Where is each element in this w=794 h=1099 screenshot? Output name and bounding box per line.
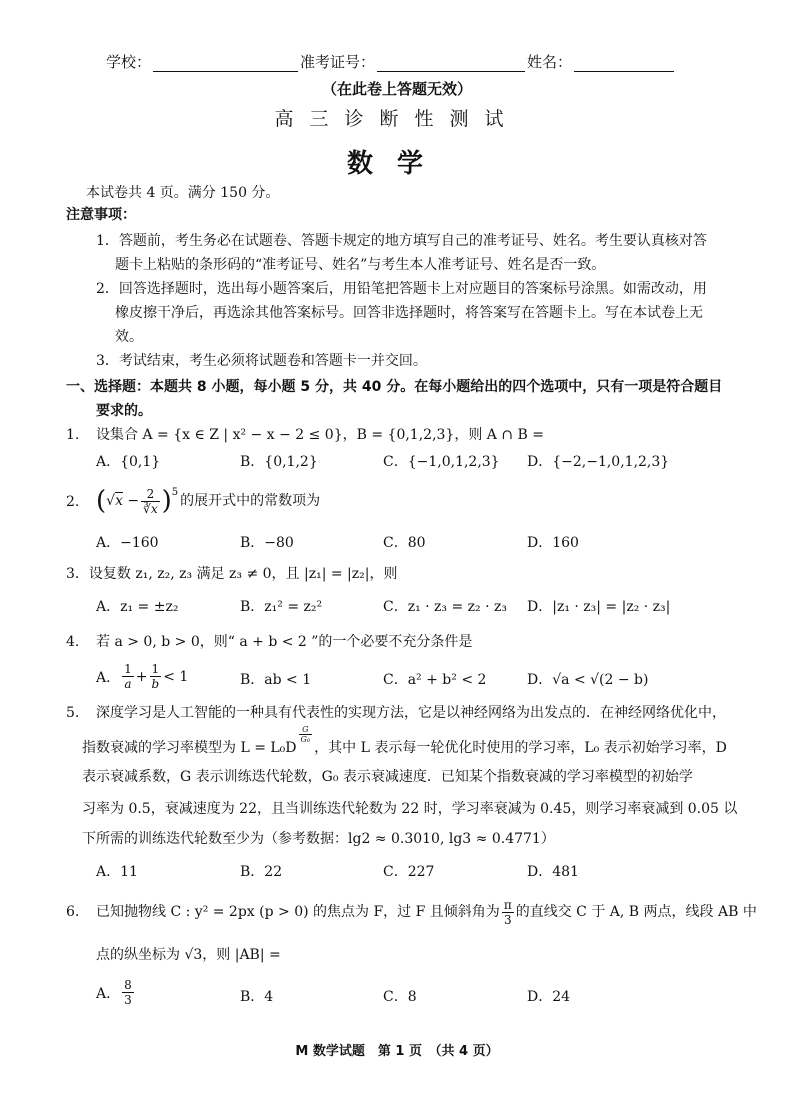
q4-option-b[interactable]: B．ab < 1	[240, 672, 312, 688]
q4-stem: 若 a > 0, b > 0，则“ a + b < 2 ”的一个必要不充分条件是	[96, 634, 473, 650]
q4-option-d[interactable]: D．√a < √(2 − b)	[527, 672, 649, 688]
q4-frac-b: $\frac{1}{b}$	[151, 662, 160, 691]
q5-option-b[interactable]: B．22	[240, 864, 283, 880]
q4-option-a-tail: < 1	[163, 668, 189, 685]
q4-plus: +	[135, 668, 148, 685]
intro-text: 本试卷共 4 页。满分 150 分。	[86, 185, 280, 201]
q4-number: 4.	[66, 634, 80, 650]
school-label: 学校：	[106, 53, 152, 71]
q5-line2-tail: ，其中 L 表示每一轮优化时使用的学习率，L₀ 表示初始学习率，D	[314, 740, 727, 756]
q2-option-b[interactable]: B．−80	[240, 535, 294, 551]
q2-binomial-expression: (	[96, 486, 107, 516]
q6-option-a[interactable]	[96, 978, 136, 1007]
q5-line3: 表示衰减系数，G 表示训练迭代轮数，G₀ 表示衰减速度．已知某个指数衰减的学习率模型的初始学	[82, 769, 693, 785]
q3-stem: 3．设复数 z₁, z₂, z₃ 满足 z₃ ≠ 0，且 |z₁| = |z₂|，则	[66, 566, 398, 582]
q2-option-c[interactable]: C．80	[383, 535, 426, 551]
section-1-heading-line1: 一、选择题：本题共 8 小题，每小题 5 分，共 40 分。在每小题给出的四个选项中，只有一项是符合题目	[66, 379, 723, 395]
q5-exponent-fraction: $\frac{G}{\text{G₀}}$	[300, 725, 311, 744]
q5-line5: 下所需的训练迭代轮数至少为（参考数据：lg2 ≈ 0.3010, lg3 ≈ 0.4771）	[82, 831, 555, 847]
q2-option-d[interactable]: D．160	[527, 535, 579, 551]
q6-line1-tail: 的直线交 C 于 A, B 两点，线段 AB 中	[515, 904, 757, 920]
note-item-2-line3: 效。	[115, 329, 143, 345]
q4-frac-a: $\frac{1}{a}$	[124, 662, 132, 691]
q6-option-b[interactable]: B．4	[240, 989, 274, 1005]
note-item-3: 3．考试结束，考生必须将试题卷和答题卡一并交回。	[96, 353, 427, 369]
section-1-heading-line2: 要求的。	[96, 403, 152, 419]
note-item-1-line2: 题卡上粘贴的条形码的“准考证号、姓名”与考生本人准考证号、姓名是否一致。	[115, 257, 606, 273]
q2-exponent: 5	[171, 487, 179, 498]
q1-number: 1.	[66, 427, 80, 443]
q6-option-a-letter: A．	[96, 985, 121, 1002]
q5-line2-formula: 指数衰减的学习率模型为 L = L₀D	[82, 740, 297, 756]
q4-option-a[interactable]	[96, 662, 188, 691]
q5-option-c[interactable]: C．227	[383, 864, 435, 880]
note-item-1-line1: 1．答题前，考生务必在试题卷、答题卡规定的地方填写自己的准考证号、姓名。考生要认真核对答	[96, 233, 707, 249]
q5-number: 5.	[66, 705, 80, 721]
q1-stem: 设集合 A = {x ∈ Z | x² − x − 2 ≤ 0}，B = {0,1,2,3}，则 A ∩ B =	[96, 427, 544, 443]
no-answer-notice: （在此卷上答题无效）	[321, 80, 472, 98]
q3-option-a[interactable]: A．z₁ = ±z₂	[96, 599, 179, 615]
exam-subtitle: 高三诊断性测试	[274, 108, 520, 130]
notes-heading: 注意事项：	[66, 207, 136, 223]
page-footer: M 数学试题 第 1 页 （共 4 页）	[295, 1044, 499, 1059]
exam-no-blank[interactable]	[377, 55, 525, 72]
q3-option-d[interactable]: D．|z₁ · z₃| = |z₂ · z₃|	[527, 599, 671, 615]
note-item-2-line1: 2．回答选择题时，选出每小题答案后，用铅笔把答题卡上对应题目的答案标号涂黑。如需改动，用	[96, 281, 707, 297]
q3-option-c[interactable]: C．z₁ · z₃ = z₂ · z₃	[383, 599, 507, 615]
q5-line4: 习率为 0.5，衰减速度为 22，且当训练迭代轮数为 22 时，学习率衰减为 0.45，则学习率衰减到 0.05 以	[82, 801, 738, 817]
note-item-2-line2: 橡皮擦干净后，再选涂其他答案标号。回答非选择题时，将答案写在答题卡上。写在本试卷上无	[115, 305, 703, 321]
header-fields	[106, 50, 676, 72]
q1-option-d[interactable]: D．{−2,−1,0,1,2,3}	[527, 454, 670, 470]
q6-line1-head: 已知抛物线 C : y² = 2px (p > 0) 的焦点为 F，过 F 且倾斜角为	[96, 904, 500, 920]
q5-line2	[82, 725, 727, 757]
q2-stem-tail: 的展开式中的常数项为	[180, 493, 321, 509]
q6-line2: 点的纵坐标为 √3，则 |AB| =	[96, 947, 281, 963]
q5-option-d[interactable]: D．481	[527, 864, 579, 880]
q3-option-b[interactable]: B．z₁² = z₂²	[240, 599, 323, 615]
q6-number: 6.	[66, 904, 80, 920]
q2-sqrt-x: √x −	[106, 493, 140, 509]
exam-title: 数学	[346, 149, 447, 179]
school-blank[interactable]	[153, 55, 298, 72]
q6-angle-fraction: $\frac{\pi}{3}$	[503, 897, 512, 927]
q6-line1	[96, 894, 757, 930]
q2-number: 2.	[66, 494, 80, 510]
q1-option-b[interactable]: B．{0,1,2}	[240, 454, 318, 470]
q2-stem	[96, 484, 320, 518]
name-label: 姓名：	[527, 53, 573, 71]
q2-fraction: $\frac{2}{∛x}$	[143, 486, 158, 516]
q6-option-c[interactable]: C．8	[383, 989, 417, 1005]
q4-option-c[interactable]: C．a² + b² < 2	[383, 672, 487, 688]
q5-option-a[interactable]: A．11	[96, 864, 138, 880]
exam-no-label: 准考证号：	[300, 53, 376, 71]
q4-option-a-letter: A．	[96, 669, 121, 686]
q2-option-a[interactable]: A．−160	[96, 535, 159, 551]
q6-option-a-fraction: $\frac{8}{3}$	[124, 978, 132, 1007]
name-blank[interactable]	[574, 55, 674, 72]
q1-option-a[interactable]: A．{0,1}	[96, 454, 161, 470]
q2-paren-close: )	[161, 486, 172, 516]
q6-option-d[interactable]: D．24	[527, 989, 571, 1005]
q5-line1: 深度学习是人工智能的一种具有代表性的实现方法，它是以神经网络为出发点的．在神经网络优化中，	[96, 705, 726, 721]
q1-option-c[interactable]: C．{−1,0,1,2,3}	[383, 454, 500, 470]
